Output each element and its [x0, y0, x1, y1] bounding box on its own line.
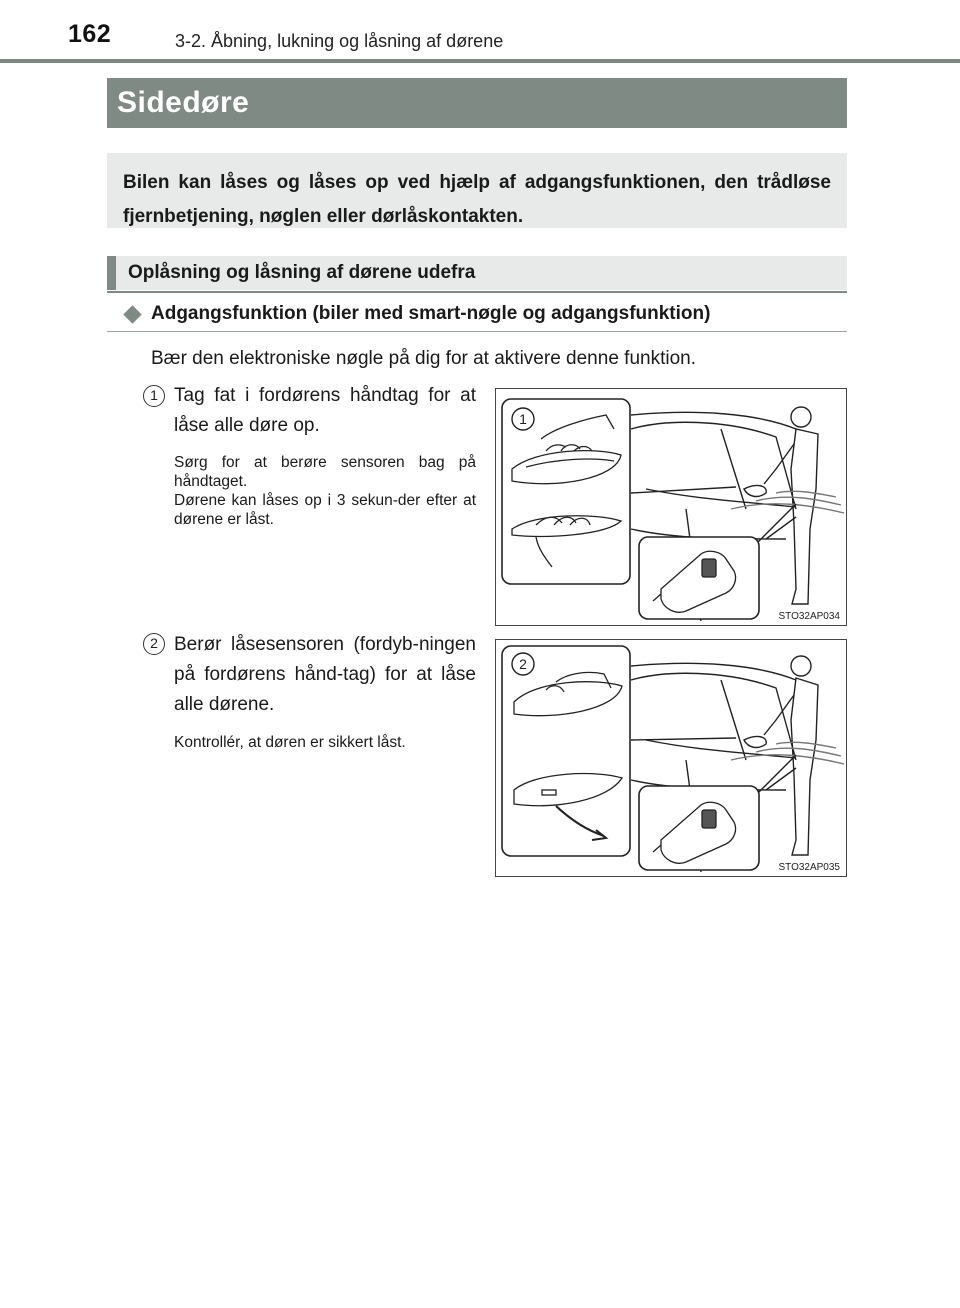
item-heading: [120, 300, 847, 328]
divider: [107, 331, 847, 332]
figure-2: [495, 639, 847, 877]
subsection-title: Oplåsning og låsning af dørene udefra: [107, 256, 847, 290]
section-title-bar: [107, 78, 847, 128]
top-rule: [0, 59, 960, 63]
figure-2-code: STO32AP035: [778, 862, 840, 873]
section-title: Sidedøre: [117, 86, 250, 119]
callout-2: 2: [519, 656, 527, 672]
diamond-bullet-icon: [123, 305, 141, 323]
step-1-text: Tag fat i fordørens håndtag for at låse alle døre op.: [174, 385, 476, 436]
door-handle-illustration-1: [496, 389, 847, 626]
page-number: 162: [68, 20, 112, 48]
step-1-badge: 1: [143, 385, 165, 407]
step-1-note: Sørg for at berøre sensoren bag på håndtaget. Dørene kan låses op i 3 sekun-der efter at dørene er låst.: [174, 454, 476, 528]
step-2-badge: 2: [143, 633, 165, 655]
step-2-note: Kontrollér, at døren er sikkert låst.: [174, 734, 406, 751]
running-head: 3-2. Åbning, lukning og låsning af dørene: [175, 31, 504, 51]
door-handle-illustration-2: [496, 640, 847, 877]
item-heading-text: Adgangsfunktion (biler med smart-nøgle og adgangsfunktion): [151, 303, 711, 324]
callout-1: 1: [519, 411, 527, 427]
intro-box: Bilen kan låses og låses op ved hjælp af adgangsfunktionen, den trådløse fjernbetjening, nøglen eller dørlåskontakten.: [107, 153, 847, 228]
step-2-text: Berør låsesensoren (fordyb-ningen på fordørens hånd-tag) for at låse alle dørene.: [174, 634, 476, 715]
figure-1: [495, 388, 847, 626]
figure-1-code: STO32AP034: [778, 611, 840, 622]
item-body: Bær den elektroniske nøgle på dig for at aktivere denne funktion.: [151, 348, 696, 369]
divider: [107, 291, 847, 293]
